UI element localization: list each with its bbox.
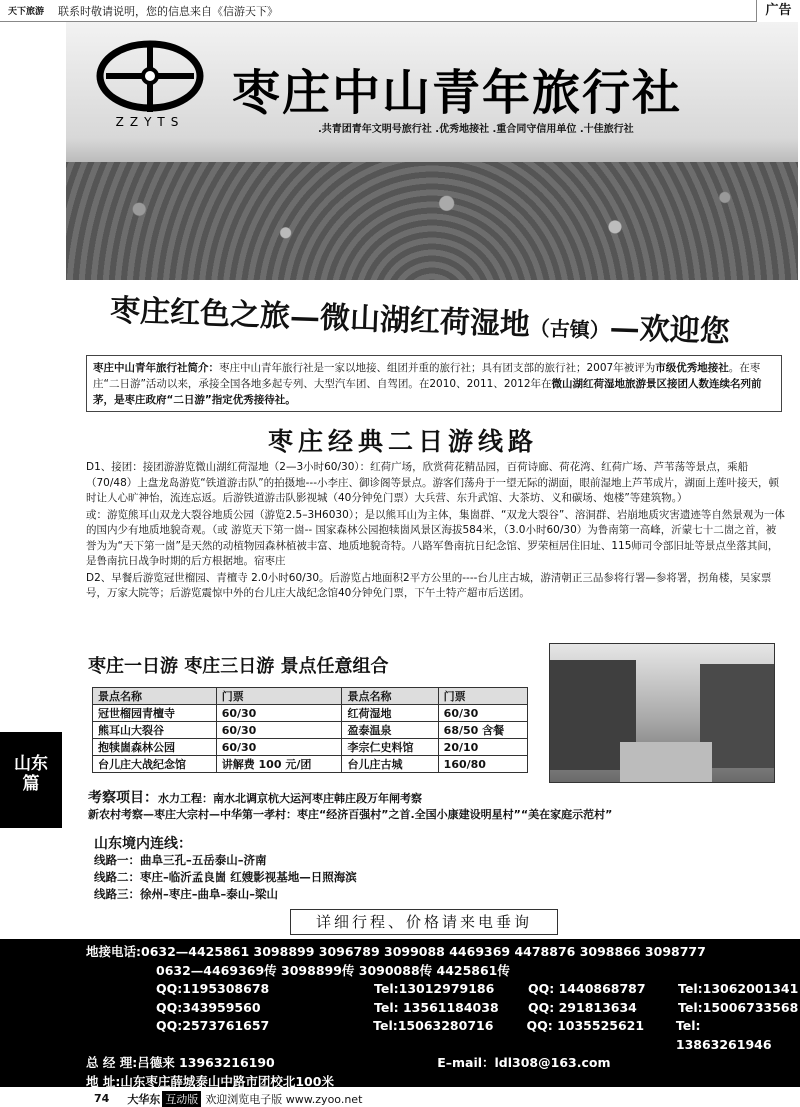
tel-number: Tel: 13561184038 <box>374 999 499 1015</box>
table-cell: 熊耳山大裂谷 <box>93 722 217 739</box>
table-cell: 讲解费 100 元/团 <box>216 756 342 773</box>
routes-title: 枣庄经典二日游线路 <box>268 427 539 456</box>
header-cell: 门票 <box>438 688 527 705</box>
table-cell: 台儿庄大战纪念馆 <box>93 756 217 773</box>
company-logo-icon <box>92 38 208 130</box>
tel-number: Tel: 13863261946 <box>675 1018 772 1052</box>
website-text: 欢迎浏览电子版 www.zyoo.net <box>205 1092 363 1106</box>
intro-bold1: 市级优秀地接社 <box>655 362 729 374</box>
table-cell: 60/30 <box>216 739 342 756</box>
tel-number: Tel:15006733568 <box>678 999 799 1015</box>
contact-block <box>0 939 800 1087</box>
table-cell: 抱犊崮森林公园 <box>93 739 217 756</box>
logo-text: ZZYTS <box>115 115 185 129</box>
survey-line2: 新农村考察—枣庄大宗村—中华第一孝村：枣庄“经济百强村”之首.全国小康建设明星村”“美在家庭示范村” <box>88 808 613 821</box>
phone-numbers: 0632—4425861 3098899 3096789 3099088 4469369 4478876 3098866 3098777 <box>141 944 706 959</box>
combo-title: 枣庄一日游 枣庄三日游 景点任意组合 <box>88 656 389 677</box>
company-intro <box>86 355 782 412</box>
address-label: 地 址: <box>86 1073 121 1089</box>
ancient-town-photo <box>549 643 775 783</box>
brand-mark: 天下旅游 <box>8 7 45 17</box>
intro-bold2: 微山湖红荷湿地旅游景区 <box>551 378 668 390</box>
itinerary-alt: 或：游览熊耳山双龙大裂谷地质公园（游览2.5–3H6030）；是以熊耳山为主体，集崮群、“双龙大裂谷”、溶洞群、岩崩地质灾害遗迹等自然景观为一体的国内少有地质地貌奇观。（或 游览天下第一崮-- 国家森林公园抱犊崮风景区海拔584米，（3.0小时60/30）为鲁南第一高峰，沂蒙七十二崮之首，被誉为为“天下第一崮”是天然的动植物园森林植被丰富、地质地貌奇特。八路军鲁南抗日纪念馆、罗荣桓居住旧址、115师司令部旧址等景点坐落其间，是鲁南抗日战争时期的后方根据地。宿枣庄 <box>86 508 785 567</box>
header-cell: 门票 <box>216 688 342 705</box>
table-cell: 68/50 含餐 <box>438 722 527 739</box>
table-cell: 60/30 <box>216 722 342 739</box>
itinerary-day2: D2、早餐后游览冠世榴园、青檀寺 2.0小时60/30。后游览占地面积2平方公里的----台儿庄古城，游清朝正三品参将行署—参将署，拐角楼，吴家票号，万家大院等；后游览震惊中外的台儿庄大战纪念馆40分钟免门票，下午土特产超市后送团。 <box>86 571 772 599</box>
intro-text1: 枣庄中山青年旅行社是一家以地接、组团并重的旅行社；具有团支部的旅行社；2007年被评为 <box>219 362 656 374</box>
connecting-lines <box>94 852 357 903</box>
table-cell: 冠世榴园青檀寺 <box>93 705 217 722</box>
survey-label: 考察项目： <box>88 790 158 806</box>
table-row <box>93 756 528 773</box>
table-row <box>93 722 528 739</box>
page-number: 74 <box>94 1092 110 1105</box>
company-honors: .共青团青年文明号旅行社 .优秀地接社 .重合同守信用单位 .十佳旅行社 <box>318 124 634 135</box>
company-name: 枣庄中山青年旅行社 <box>232 65 683 121</box>
intro-lead: 枣庄中山青年旅行社简介： <box>93 362 219 374</box>
slogan-paren: （古镇） <box>529 315 611 343</box>
manager-label: 总 经 理: <box>86 1055 138 1070</box>
phone-label: 地接电话: <box>86 944 141 959</box>
qq-number: QQ:1195308678 <box>156 981 270 996</box>
notice-text: 联系时敬请说明，您的信息来自《信游天下》 <box>58 4 279 18</box>
connecting-lines-title: 山东境内连线： <box>94 836 192 852</box>
itinerary <box>86 460 786 603</box>
tel-number: Tel:15063280716 <box>373 1018 494 1033</box>
table-cell: 红荷湿地 <box>342 705 438 722</box>
table-cell: 60/30 <box>216 705 342 722</box>
tel-number: Tel:13012979186 <box>374 981 495 996</box>
address: 山东枣庄薛城泰山中路市团校北100米 <box>120 1073 334 1089</box>
intro-text3: 接团人数连续名列前茅，是枣庄政府“二日游”指定优秀接待社。 <box>93 378 762 406</box>
table-cell: 60/30 <box>438 705 527 722</box>
qq-number: QQ:343959560 <box>156 999 261 1015</box>
line-item: 线路三：徐州–枣庄–曲阜–泰山–梁山 <box>94 887 278 901</box>
table-cell: 160/80 <box>438 756 527 773</box>
side-tab-line1: 山东 <box>14 754 48 774</box>
qq-number: QQ: 291813634 <box>528 999 637 1015</box>
table-cell: 20/10 <box>438 739 527 756</box>
header-cell: 景点名称 <box>93 688 217 705</box>
table-cell: 台儿庄古城 <box>342 756 438 773</box>
photo-street <box>620 742 712 782</box>
region-side-tab <box>0 732 62 828</box>
line-item: 线路一：曲阜三孔–五岳泰山–济南 <box>94 853 267 867</box>
intro-text2: 。在枣庄“二日游”活动以来，承接全国各地多起专列、大型汽车团、自驾团。在2010、2011、2012年在 <box>93 362 761 390</box>
table-cell: 盈泰温泉 <box>342 722 438 739</box>
lotus-field-photo <box>66 162 798 280</box>
ticket-price-table <box>92 687 528 773</box>
inquiry-box: 详细行程、价格请来电垂询 <box>290 909 558 935</box>
page-footer <box>0 1090 800 1107</box>
table-header-row <box>93 688 528 705</box>
qq-number: QQ: 1035525621 <box>526 1018 645 1033</box>
table-row <box>93 739 528 756</box>
tel-number: Tel:13062001341 <box>678 981 799 996</box>
itinerary-day1: D1、接团：接团游游览微山湖红荷湿地（2—3小时60/30）：红荷广场，欣赏荷花精品园，百荷诗廊、荷花湾、红荷广场、芦苇荡等景点，乘船（70/48）上盘龙岛游览“铁道游击队”的拍摄地---小李庄、御诊阁等景点。游客们荡舟于一望无际的湖面，眼前湿地上芦苇成片，湖面上莲叶接天，顿时让人心旷神怡，流连忘返。后游铁道游击队影视城（40分钟免门票）大兵营、东升武馆、大茶坊、义和碳场、炮楼”等建筑物。） <box>86 461 780 504</box>
survey-section <box>88 790 788 823</box>
survey-line1: 水力工程：南水北调京杭大运河枣庄韩庄段万年闸考察 <box>158 792 422 805</box>
magazine-name: 大华东 <box>127 1092 161 1106</box>
slogan-tail: —欢迎您 <box>609 310 731 350</box>
header-cell: 景点名称 <box>342 688 438 705</box>
qq-number: QQ:2573761657 <box>156 1018 270 1033</box>
edition-tag: 互动版 <box>162 1091 201 1107</box>
email-address: E–mail：ldl308@163.com <box>437 1055 611 1070</box>
side-tab-line2: 篇 <box>22 774 40 794</box>
manager-contact: 吕德来 13963216190 <box>137 1055 275 1070</box>
slogan-main: 枣庄红色之旅—微山湖红荷湿地 <box>109 293 531 343</box>
line-item: 线路二：枣庄–临沂孟良崮 红嫂影视基地—日照海滨 <box>94 870 357 884</box>
qq-number: QQ: 1440868787 <box>528 981 646 996</box>
table-cell: 李宗仁史料馆 <box>342 739 438 756</box>
slogan <box>109 285 730 351</box>
ad-label: 广告 <box>756 0 800 22</box>
table-row <box>93 705 528 722</box>
top-bar <box>0 0 800 22</box>
fax-numbers: 0632—4469369传 3098899传 3090088传 4425861传 <box>156 962 510 978</box>
